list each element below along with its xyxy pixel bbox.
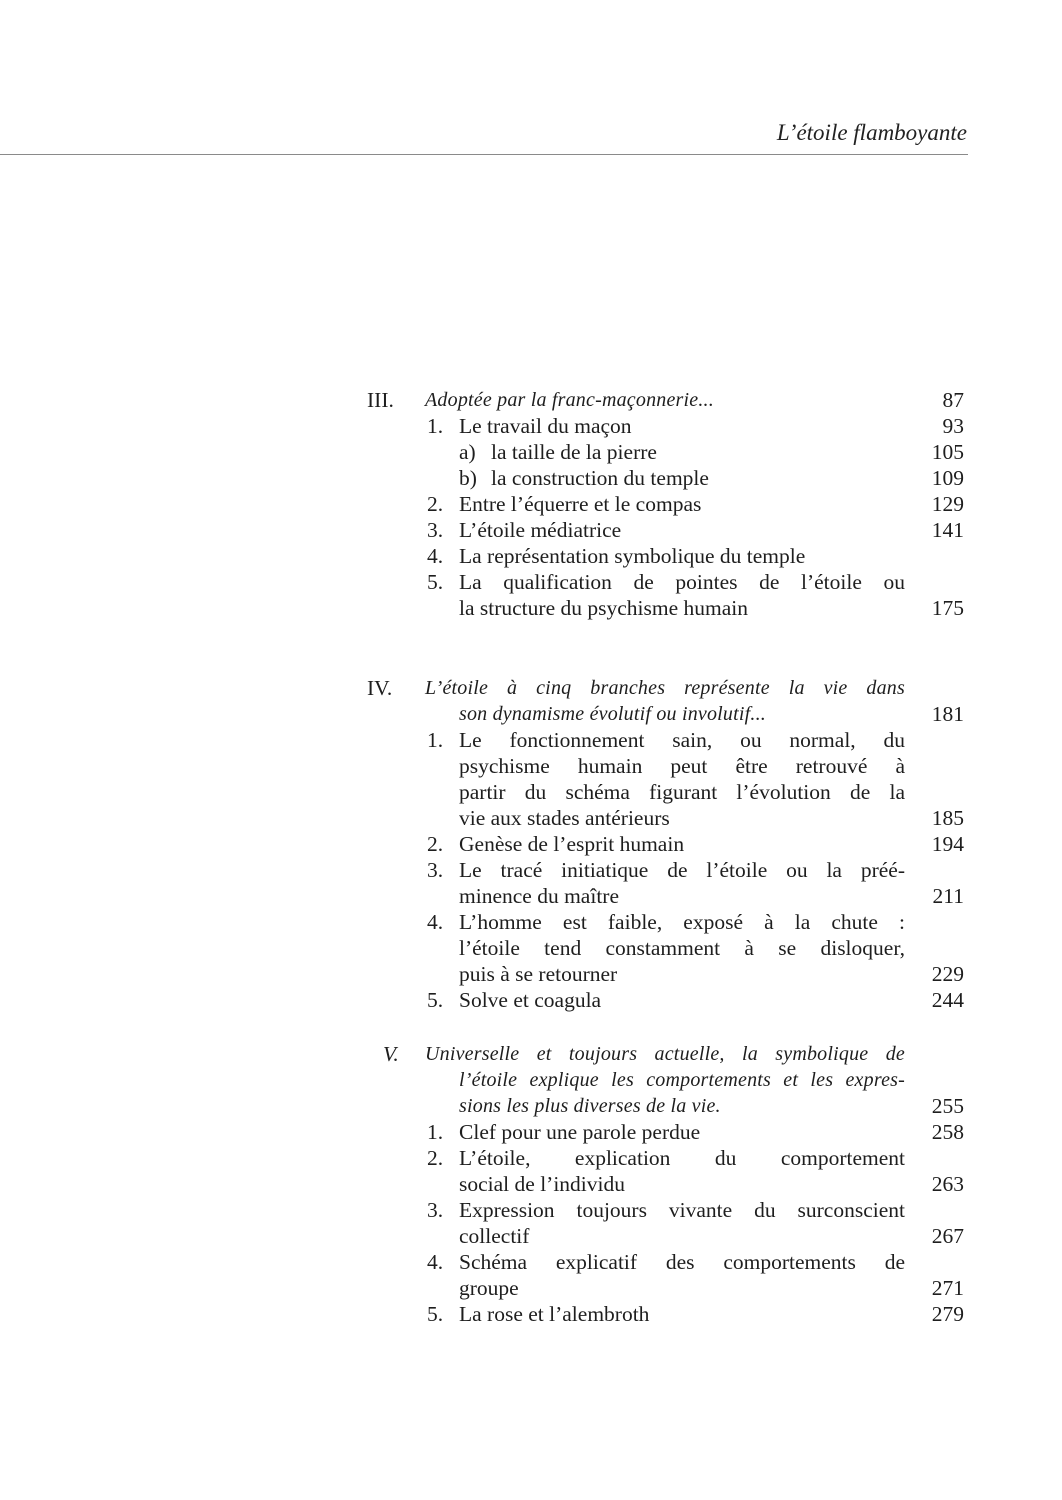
page-number: 175 xyxy=(931,596,964,620)
toc-entry: Expression toujours vivante du surconscient xyxy=(459,1198,905,1222)
toc-entry: social de l’individu xyxy=(459,1172,625,1196)
item-label: b) xyxy=(459,466,477,490)
section-numeral: IV. xyxy=(367,676,393,700)
toc-entry: l’étoile tend constamment à se disloquer, xyxy=(459,936,905,960)
toc-entry: Genèse de l’esprit humain xyxy=(459,832,685,856)
page-number: 194 xyxy=(931,832,964,856)
section-title: l’étoile explique les comportements et les expres- xyxy=(459,1069,905,1091)
item-label: 2. xyxy=(427,1146,444,1170)
toc-entry: Entre l’équerre et le compas xyxy=(459,492,702,516)
page-number: 105 xyxy=(931,440,964,464)
toc-entry: La qualification de pointes de l’étoile ou xyxy=(459,570,905,594)
page-number: 267 xyxy=(931,1224,964,1248)
section-numeral: V. xyxy=(383,1042,399,1066)
item-label: 3. xyxy=(427,858,444,882)
header-rule xyxy=(0,154,968,155)
item-label: 4. xyxy=(427,1250,444,1274)
toc-entry: la construction du temple xyxy=(491,466,709,490)
page-number: 229 xyxy=(931,962,964,986)
section-title: Universelle et toujours actuelle, la symbolique de xyxy=(425,1043,905,1065)
section-title: L’étoile à cinq branches représente la vie dans xyxy=(425,677,905,699)
item-label: 1. xyxy=(427,1120,444,1144)
page-number: 129 xyxy=(931,492,964,516)
item-label: 3. xyxy=(427,518,444,542)
toc-entry: Le travail du maçon xyxy=(459,414,632,438)
toc-entry: minence du maître xyxy=(459,884,619,908)
section-numeral: III. xyxy=(367,388,394,412)
item-label: 5. xyxy=(427,988,444,1012)
item-label: 4. xyxy=(427,910,444,934)
item-label: 3. xyxy=(427,1198,444,1222)
page-number: 271 xyxy=(931,1276,964,1300)
toc-entry: La représentation symbolique du temple xyxy=(459,544,806,568)
toc-entry: la structure du psychisme humain xyxy=(459,596,748,620)
page-number: 263 xyxy=(931,1172,964,1196)
toc-entry: psychisme humain peut être retrouvé à xyxy=(459,754,905,778)
toc-entry: Schéma explicatif des comportements de xyxy=(459,1250,905,1274)
toc-entry: L’étoile, explication du comportement xyxy=(459,1146,905,1170)
toc-entry: la taille de la pierre xyxy=(491,440,657,464)
toc-entry: groupe xyxy=(459,1276,519,1300)
page-number: 141 xyxy=(931,518,964,542)
page-number: 87 xyxy=(942,388,964,412)
item-label: 1. xyxy=(427,728,444,752)
section-title: sions les plus diverses de la vie. xyxy=(459,1095,721,1117)
page-number: 109 xyxy=(931,466,964,490)
section-title: son dynamisme évolutif ou involutif... xyxy=(459,703,767,725)
item-label: 2. xyxy=(427,492,444,516)
page-number: 258 xyxy=(931,1120,964,1144)
section-title: Adoptée par la franc-maçonnerie... xyxy=(425,389,714,411)
item-label: 2. xyxy=(427,832,444,856)
toc-entry: L’étoile médiatrice xyxy=(459,518,622,542)
running-head: L’étoile flamboyante xyxy=(776,120,967,145)
page-number: 244 xyxy=(931,988,964,1012)
toc-entry: Le tracé initiatique de l’étoile ou la préé- xyxy=(459,858,905,882)
page-number: 211 xyxy=(932,884,964,908)
item-label: 5. xyxy=(427,1302,444,1326)
page-number: 181 xyxy=(931,702,964,726)
item-label: a) xyxy=(459,440,476,464)
page-number: 93 xyxy=(942,414,964,438)
page-number: 255 xyxy=(931,1094,964,1118)
page-number: 185 xyxy=(931,806,964,830)
item-label: 4. xyxy=(427,544,444,568)
toc-entry: partir du schéma figurant l’évolution de la xyxy=(459,780,905,804)
item-label: 1. xyxy=(427,414,444,438)
toc-entry: collectif xyxy=(459,1224,530,1248)
toc-entry: Le fonctionnement sain, ou normal, du xyxy=(459,728,905,752)
toc-entry: La rose et l’alembroth xyxy=(459,1302,650,1326)
toc-entry: puis à se retourner xyxy=(459,962,618,986)
page-number: 279 xyxy=(931,1302,964,1326)
toc-entry: L’homme est faible, exposé à la chute : xyxy=(459,910,905,934)
toc-entry: vie aux stades antérieurs xyxy=(459,806,670,830)
toc-entry: Solve et coagula xyxy=(459,988,602,1012)
toc-entry: Clef pour une parole perdue xyxy=(459,1120,701,1144)
item-label: 5. xyxy=(427,570,444,594)
